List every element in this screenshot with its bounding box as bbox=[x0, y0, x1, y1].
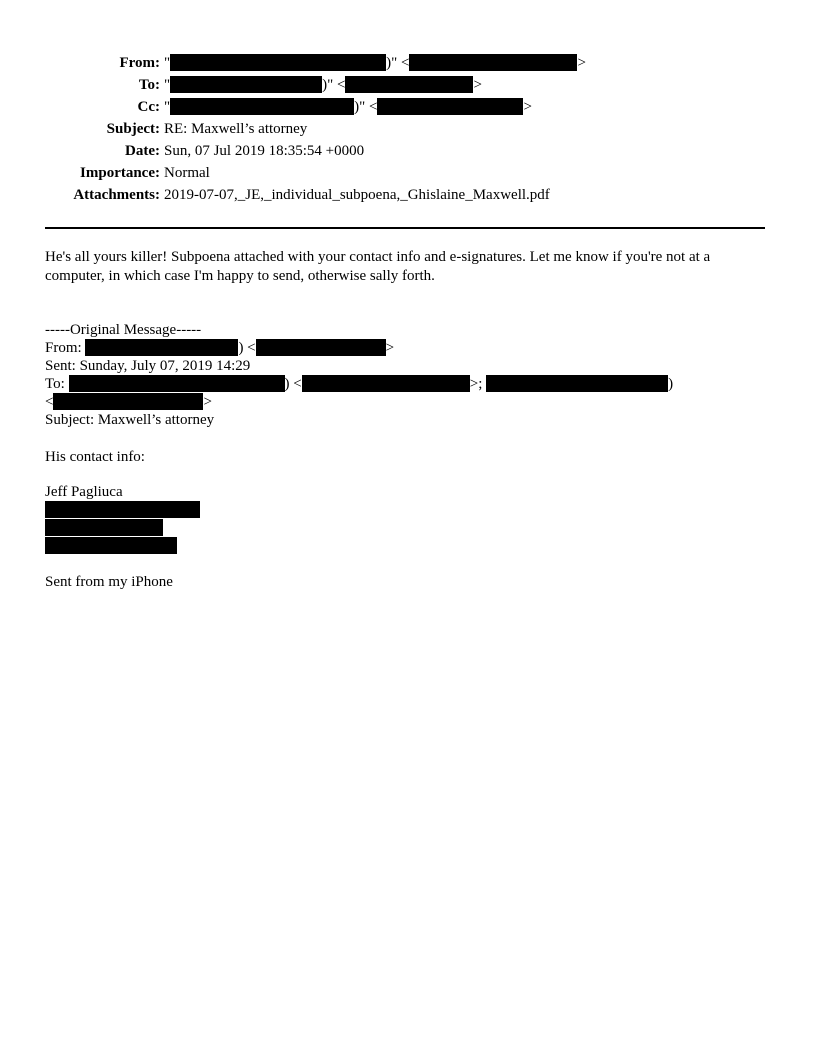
original-subject-line: Subject: Maxwell’s attorney bbox=[45, 412, 215, 428]
redaction-block bbox=[377, 98, 523, 115]
punctuation: > bbox=[203, 394, 212, 410]
redaction-block bbox=[69, 375, 285, 392]
from-value bbox=[164, 52, 586, 74]
quote-mark: " bbox=[164, 99, 171, 115]
redaction-block bbox=[345, 76, 473, 93]
header-attachments-row bbox=[0, 184, 816, 206]
redaction-block bbox=[45, 519, 163, 536]
attachment-link[interactable]: 2019-07-07,_JE,_individual_subpoena,_Ghislaine_Maxwell.pdf bbox=[164, 187, 550, 203]
from-label: From: bbox=[119, 55, 160, 71]
punctuation: ) bbox=[668, 376, 674, 392]
punctuation: ) < bbox=[238, 340, 256, 356]
original-to-continuation bbox=[45, 393, 212, 411]
subject-label: Subject: bbox=[106, 121, 160, 137]
date-value: Sun, 07 Jul 2019 18:35:54 +0000 bbox=[164, 143, 365, 159]
original-to-label: To: bbox=[45, 376, 65, 392]
redaction-block bbox=[486, 375, 668, 392]
quote-mark: " bbox=[164, 77, 171, 93]
header-divider bbox=[45, 227, 765, 229]
original-sent-line: Sent: Sunday, July 07, 2019 14:29 bbox=[45, 358, 251, 374]
punctuation: )" < bbox=[386, 55, 410, 71]
original-from-label: From: bbox=[45, 340, 82, 356]
punctuation: < bbox=[45, 394, 54, 410]
original-message-separator: -----Original Message----- bbox=[45, 322, 202, 338]
message-body: He's all yours killer! Subpoena attached with your contact info and e-signatures. Let me know if you're not at a computer, in which case I'm happy to send, otherwise sally forth. bbox=[45, 249, 711, 284]
signature: Sent from my iPhone bbox=[45, 574, 173, 590]
redaction-block bbox=[85, 339, 238, 356]
redaction-block bbox=[170, 76, 322, 93]
cc-value bbox=[164, 96, 532, 118]
punctuation: )" < bbox=[322, 77, 346, 93]
punctuation: > bbox=[473, 77, 482, 93]
header-importance-row bbox=[0, 162, 816, 184]
punctuation: > bbox=[577, 55, 586, 71]
redaction-block bbox=[53, 393, 203, 410]
punctuation: > bbox=[523, 99, 532, 115]
punctuation: )" < bbox=[354, 99, 378, 115]
to-label: To: bbox=[138, 77, 160, 93]
importance-value: Normal bbox=[164, 165, 210, 181]
original-to-line bbox=[45, 375, 673, 393]
header-subject-row bbox=[0, 118, 816, 140]
cc-label: Cc: bbox=[137, 99, 160, 115]
redaction-block bbox=[409, 54, 577, 71]
to-value bbox=[164, 74, 482, 96]
subject-value: RE: Maxwell’s attorney bbox=[164, 121, 308, 137]
contact-intro: His contact info: bbox=[45, 449, 145, 465]
importance-label: Importance: bbox=[80, 165, 160, 181]
date-label: Date: bbox=[125, 143, 160, 159]
redaction-block bbox=[45, 537, 177, 554]
header-date-row bbox=[0, 140, 816, 162]
header-to-row bbox=[0, 74, 816, 96]
redaction-block bbox=[170, 54, 386, 71]
redaction-block bbox=[302, 375, 470, 392]
redaction-block bbox=[256, 339, 386, 356]
punctuation: > bbox=[385, 340, 395, 356]
quote-mark: " bbox=[164, 55, 171, 71]
redaction-block bbox=[170, 98, 354, 115]
redaction-block bbox=[45, 501, 200, 518]
punctuation: >; bbox=[469, 376, 483, 392]
header-cc-row bbox=[0, 96, 816, 118]
punctuation: ) < bbox=[284, 376, 302, 392]
contact-name: Jeff Pagliuca bbox=[45, 484, 123, 500]
header-from-row bbox=[0, 52, 816, 74]
attachments-label: Attachments: bbox=[73, 187, 160, 203]
original-from-line bbox=[45, 339, 394, 357]
